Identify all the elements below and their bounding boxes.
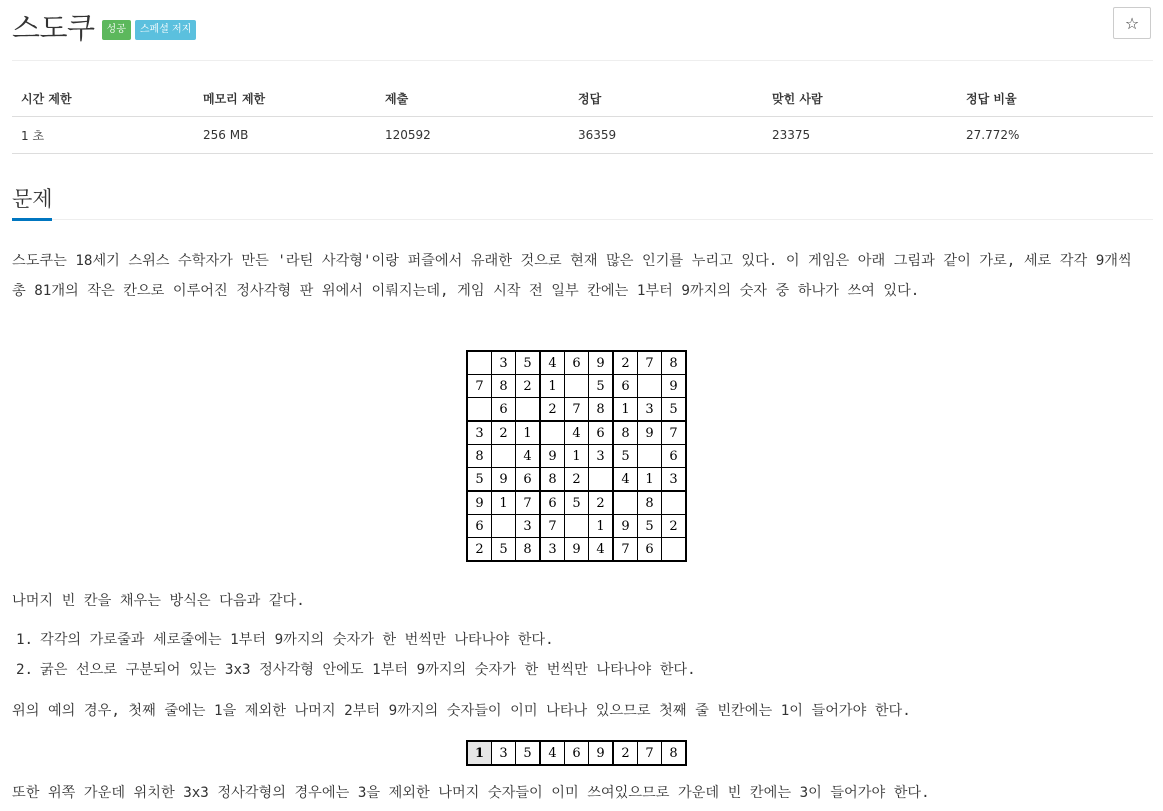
star-icon: ☆ <box>1124 13 1140 33</box>
favorite-button[interactable] <box>1113 7 1151 39</box>
rule-number: 2. <box>16 662 34 678</box>
sudoku-cell: 1 <box>589 515 614 538</box>
sudoku-cell: 9 <box>662 375 687 398</box>
sudoku-cell: 7 <box>565 398 589 422</box>
row-example-cell: 6 <box>565 741 589 765</box>
sudoku-cell: 5 <box>516 351 541 375</box>
sudoku-cell: 9 <box>589 351 614 375</box>
row-example-board <box>466 740 687 766</box>
sudoku-cell <box>662 491 687 515</box>
sudoku-cell: 1 <box>638 468 662 492</box>
sudoku-cell: 3 <box>467 421 492 445</box>
sudoku-cell: 6 <box>662 445 687 468</box>
row-example-cell-highlighted: 1 <box>467 741 492 765</box>
sudoku-cell <box>516 398 541 422</box>
sudoku-cell: 2 <box>540 398 565 422</box>
rule-text: 굵은 선으로 구분되어 있는 3x3 정사각형 안에도 1부터 9까지의 숫자가 한 번씩만 나타나야 한다. <box>40 662 696 678</box>
sudoku-cell: 6 <box>613 375 638 398</box>
sudoku-cell: 2 <box>565 468 589 492</box>
sudoku-row <box>467 491 686 515</box>
sudoku-cell: 9 <box>613 515 638 538</box>
sudoku-cell: 5 <box>492 538 516 562</box>
sudoku-cell: 3 <box>638 398 662 422</box>
sudoku-cell <box>492 515 516 538</box>
special-judge-badge: 스페셜 저지 <box>135 20 196 40</box>
row-example-cell: 5 <box>516 741 541 765</box>
success-badge: 성공 <box>102 20 131 40</box>
problem-description: 스도쿠는 18세기 스위스 수학자가 만든 '라틴 사각형'이랑 퍼즐에서 유래한 것으로 현재 많은 인기를 누리고 있다. 이 게임은 아래 그림과 같이 가로, 세로 각각 9개씩 총 81개의 작은 칸으로 이루어진 정사각형 판 위에서 이뤄지는데, 게임 시작 전 일부 칸에는 1부터 9까지의 숫자 중 하나가 쓰여 있다. <box>12 253 1132 299</box>
sudoku-cell: 5 <box>565 491 589 515</box>
sudoku-cell: 2 <box>613 351 638 375</box>
sudoku-cell <box>492 445 516 468</box>
sudoku-cell: 8 <box>540 468 565 492</box>
sudoku-cell: 1 <box>516 421 541 445</box>
row-example-cell: 9 <box>589 741 614 765</box>
sudoku-cell: 7 <box>516 491 541 515</box>
sudoku-cell: 5 <box>638 515 662 538</box>
sudoku-cell: 1 <box>492 491 516 515</box>
sudoku-cell: 6 <box>540 491 565 515</box>
sudoku-cell: 8 <box>613 421 638 445</box>
row-example-cell: 3 <box>492 741 516 765</box>
sudoku-cell: 8 <box>638 491 662 515</box>
rule-item <box>16 655 696 685</box>
sudoku-cell: 2 <box>662 515 687 538</box>
sudoku-cell: 1 <box>613 398 638 422</box>
sudoku-cell: 7 <box>662 421 687 445</box>
rule-number: 1. <box>16 632 34 648</box>
info-header-memory-limit: 메모리 제한 <box>194 80 376 117</box>
problem-title-row <box>12 6 196 47</box>
section-divider <box>12 219 1153 220</box>
rule-list <box>16 625 696 685</box>
sudoku-cell <box>662 538 687 562</box>
problem-info-table <box>12 80 1153 154</box>
sudoku-cell: 7 <box>540 515 565 538</box>
sudoku-cell: 2 <box>516 375 541 398</box>
sudoku-cell: 2 <box>467 538 492 562</box>
sudoku-row <box>467 375 686 398</box>
example-explanation-2: 또한 위쪽 가운데 위치한 3x3 정사각형의 경우에는 3을 제외한 나머지 숫자들이 이미 쓰여있으므로 가운데 빈 칸에는 3이 들어가야 한다. <box>12 785 930 801</box>
sudoku-cell: 4 <box>613 468 638 492</box>
sudoku-row <box>467 538 686 562</box>
sudoku-cell: 6 <box>589 421 614 445</box>
sudoku-cell: 6 <box>492 398 516 422</box>
info-header-time-limit: 시간 제한 <box>12 80 194 117</box>
sudoku-cell: 8 <box>467 445 492 468</box>
info-header-row <box>12 80 1153 117</box>
sudoku-cell: 5 <box>467 468 492 492</box>
sudoku-cell: 6 <box>467 515 492 538</box>
sudoku-cell: 6 <box>565 351 589 375</box>
sudoku-cell: 4 <box>589 538 614 562</box>
sudoku-cell <box>467 398 492 422</box>
info-value-row <box>12 117 1153 154</box>
sudoku-row <box>467 468 686 492</box>
sudoku-cell: 9 <box>565 538 589 562</box>
sudoku-cell: 7 <box>613 538 638 562</box>
sudoku-cell: 3 <box>492 351 516 375</box>
sudoku-cell <box>540 421 565 445</box>
sudoku-row <box>467 515 686 538</box>
sudoku-cell: 4 <box>516 445 541 468</box>
sudoku-cell: 8 <box>516 538 541 562</box>
sudoku-cell: 6 <box>638 538 662 562</box>
sudoku-cell: 9 <box>492 468 516 492</box>
sudoku-cell: 3 <box>662 468 687 492</box>
sudoku-cell: 6 <box>516 468 541 492</box>
sudoku-cell: 5 <box>662 398 687 422</box>
sudoku-cell: 8 <box>662 351 687 375</box>
sudoku-cell <box>467 351 492 375</box>
sudoku-cell: 9 <box>638 421 662 445</box>
sudoku-cell: 1 <box>565 445 589 468</box>
example-explanation-1: 위의 예의 경우, 첫째 줄에는 1을 제외한 나머지 2부터 9까지의 숫자들이 이미 나타나 있으므로 첫째 줄 빈칸에는 1이 들어가야 한다. <box>12 703 911 719</box>
problem-title: 스도쿠 <box>12 11 95 45</box>
info-accepted: 36359 <box>569 117 763 154</box>
row-example-row <box>467 741 686 765</box>
sudoku-cell <box>638 445 662 468</box>
sudoku-cell <box>565 375 589 398</box>
sudoku-cell: 8 <box>589 398 614 422</box>
sudoku-cell: 7 <box>467 375 492 398</box>
info-time-limit: 1 초 <box>12 117 194 154</box>
sudoku-cell: 1 <box>540 375 565 398</box>
sudoku-cell: 5 <box>613 445 638 468</box>
sudoku-cell: 8 <box>492 375 516 398</box>
sudoku-cell: 4 <box>540 351 565 375</box>
sudoku-cell: 9 <box>540 445 565 468</box>
info-submissions: 120592 <box>376 117 569 154</box>
info-header-solvers: 맞힌 사람 <box>763 80 957 117</box>
rule-intro: 나머지 빈 칸을 채우는 방식은 다음과 같다. <box>12 593 305 609</box>
info-ratio: 27.772% <box>957 117 1153 154</box>
row-example-cell: 2 <box>613 741 638 765</box>
section-title: 문제 <box>12 187 53 211</box>
info-solvers: 23375 <box>763 117 957 154</box>
sudoku-row <box>467 351 686 375</box>
sudoku-row <box>467 398 686 422</box>
sudoku-board <box>466 350 687 562</box>
sudoku-cell: 7 <box>638 351 662 375</box>
row-example-cell: 7 <box>638 741 662 765</box>
sudoku-cell: 9 <box>467 491 492 515</box>
info-memory-limit: 256 MB <box>194 117 376 154</box>
sudoku-cell <box>589 468 614 492</box>
section-title-underline <box>12 218 52 221</box>
sudoku-cell <box>638 375 662 398</box>
sudoku-cell: 2 <box>492 421 516 445</box>
sudoku-cell: 2 <box>589 491 614 515</box>
sudoku-cell: 4 <box>565 421 589 445</box>
sudoku-cell: 3 <box>540 538 565 562</box>
sudoku-row <box>467 421 686 445</box>
info-header-ratio: 정답 비율 <box>957 80 1153 117</box>
info-header-submissions: 제출 <box>376 80 569 117</box>
info-header-accepted: 정답 <box>569 80 763 117</box>
sudoku-row <box>467 445 686 468</box>
rule-text: 각각의 가로줄과 세로줄에는 1부터 9까지의 숫자가 한 번씩만 나타나야 한다. <box>40 632 554 648</box>
sudoku-cell <box>565 515 589 538</box>
row-example-cell: 8 <box>662 741 687 765</box>
sudoku-cell: 5 <box>589 375 614 398</box>
sudoku-cell <box>613 491 638 515</box>
rule-item <box>16 625 696 655</box>
sudoku-cell: 3 <box>589 445 614 468</box>
title-divider <box>12 60 1153 61</box>
sudoku-cell: 3 <box>516 515 541 538</box>
row-example-cell: 4 <box>540 741 565 765</box>
